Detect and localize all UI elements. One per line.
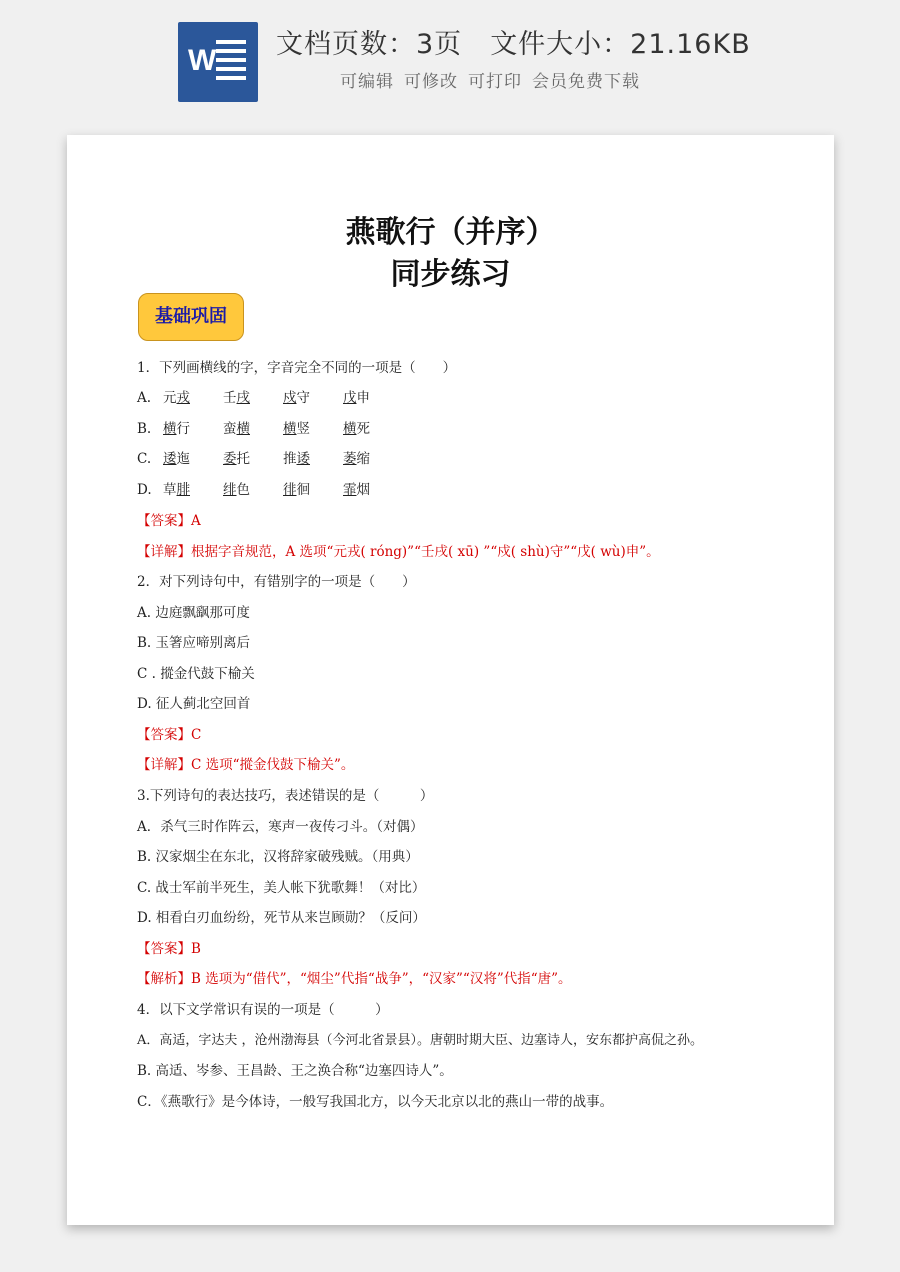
option-word xyxy=(223,447,283,467)
underlined-char: 横 xyxy=(236,421,250,437)
word-char: 竖 xyxy=(296,421,310,437)
question-2-option-b: B. 玉箸应啼别离后 xyxy=(137,635,251,651)
question-2-stem: 2．对下列诗句中，有错别字的一项是（ ） xyxy=(137,574,416,590)
word-char: 申 xyxy=(356,390,370,406)
question-3-option-c: C. 战士军前半死生，美人帐下犹歌舞！（对比） xyxy=(137,880,426,896)
word-char: 元 xyxy=(163,390,177,406)
option-label: A. xyxy=(137,390,152,406)
word-char: 推 xyxy=(283,451,297,467)
question-2-option-a: A. 边庭飘飖那可度 xyxy=(137,605,250,621)
question-3-stem: 3.下列诗句的表达技巧，表述错误的是（ ） xyxy=(137,788,434,804)
feature-list xyxy=(340,67,640,92)
option-word xyxy=(343,386,403,406)
question-1-option-b xyxy=(137,417,403,437)
option-word xyxy=(163,386,223,406)
question-3-option-a: A．杀气三时作阵云，寒声一夜传刁斗。（对偶） xyxy=(137,819,424,835)
question-3-answer: 【答案】B xyxy=(137,941,201,957)
section-badge: 基础巩固 xyxy=(138,293,244,341)
underlined-char: 徘 xyxy=(283,482,297,498)
feature-item: 可修改 xyxy=(404,72,458,92)
word-char: 壬 xyxy=(223,390,237,406)
option-word xyxy=(283,447,343,467)
word-char: 草 xyxy=(163,482,177,498)
feature-item: 可打印 xyxy=(468,72,522,92)
word-document-icon: W xyxy=(178,22,258,102)
feature-item: 会员免费下载 xyxy=(532,72,640,92)
file-size: 文件大小：21.16KB xyxy=(490,29,751,60)
underlined-char: 绯 xyxy=(223,482,237,498)
underlined-char: 逶 xyxy=(163,451,177,467)
underlined-char: 戎 xyxy=(176,390,190,406)
word-char: 守 xyxy=(296,390,310,406)
page-count: 文档页数：3页 xyxy=(276,29,463,60)
file-info xyxy=(276,22,751,61)
question-4-option-a: A．高适，字达夫 ，沧州渤海县（今河北省景县）。唐朝时期大臣、边塞诗人，安东都护高侃之孙。 xyxy=(137,1033,704,1048)
option-word xyxy=(223,478,283,498)
word-char: 徊 xyxy=(296,482,310,498)
option-word xyxy=(283,386,343,406)
option-word xyxy=(283,417,343,437)
word-char: 行 xyxy=(176,421,190,437)
word-char: 蛮 xyxy=(223,421,237,437)
question-3-option-d: D. 相看白刃血纷纷，死节从来岂顾勋？（反问） xyxy=(137,910,426,926)
question-4-option-b: B. 高适、岑参、王昌龄、王之涣合称“边塞四诗人”。 xyxy=(137,1063,453,1079)
question-2-option-c: C . 摐金代鼓下榆关 xyxy=(137,666,255,682)
underlined-char: 委 xyxy=(223,451,237,467)
underlined-char: 戍 xyxy=(283,390,297,406)
option-label: B. xyxy=(137,421,152,437)
underlined-char: 横 xyxy=(163,421,177,437)
option-word xyxy=(223,386,283,406)
underlined-char: 横 xyxy=(343,421,357,437)
underlined-char: 诿 xyxy=(296,451,310,467)
option-label: C. xyxy=(137,451,152,467)
document-title: 燕歌行（并序） xyxy=(345,215,556,250)
option-word xyxy=(343,478,403,498)
underlined-char: 腓 xyxy=(176,482,190,498)
word-char: 缩 xyxy=(356,451,370,467)
word-char: 迤 xyxy=(176,451,190,467)
question-1-option-d xyxy=(137,478,403,498)
option-word xyxy=(343,417,403,437)
question-1-option-c xyxy=(137,447,403,467)
question-4-stem: 4．以下文学常识有误的一项是（ ） xyxy=(137,1002,389,1018)
feature-item: 可编辑 xyxy=(340,72,394,92)
question-3-option-b: B. 汉家烟尘在东北，汉将辞家破残贼。（用典） xyxy=(137,849,419,865)
question-2-answer: 【答案】C xyxy=(137,727,202,743)
document-page xyxy=(67,135,834,1225)
underlined-char: 戌 xyxy=(236,390,250,406)
option-word xyxy=(163,417,223,437)
question-2-option-d: D. 征人蓟北空回首 xyxy=(137,696,251,712)
question-3-detail: 【解析】B 选项为“借代”，“烟尘”代指“战争”，“汉家”“汉将”代指“唐”。 xyxy=(137,971,572,987)
word-char: 烟 xyxy=(356,482,370,498)
document-subtitle: 同步练习 xyxy=(390,257,511,292)
option-word xyxy=(223,417,283,437)
question-1-option-a xyxy=(137,386,403,406)
question-1-detail: 【详解】根据字音规范，A 选项“元戎( róng)”“壬戌( xū) ”“戍( shù)守”“戊( wù)申”。 xyxy=(137,544,660,560)
option-label: D. xyxy=(137,482,152,498)
underlined-char: 戊 xyxy=(343,390,357,406)
option-word xyxy=(163,478,223,498)
option-word xyxy=(283,478,343,498)
underlined-char: 横 xyxy=(283,421,297,437)
question-1-stem: 1．下列画横线的字，字音完全不同的一项是（ ） xyxy=(137,360,457,376)
option-word xyxy=(163,447,223,467)
question-4-option-c: C．《燕歌行》是今体诗，一般写我国北方，以今天北京以北的燕山一带的战事。 xyxy=(137,1094,614,1110)
header xyxy=(0,0,900,130)
question-1-answer: 【答案】A xyxy=(137,513,201,529)
question-2-detail: 【详解】C 选项“摐金伐鼓下榆关”。 xyxy=(137,757,355,773)
underlined-char: 萎 xyxy=(343,451,357,467)
word-char: 色 xyxy=(236,482,250,498)
word-char: 死 xyxy=(356,421,370,437)
word-char: 托 xyxy=(236,451,250,467)
underlined-char: 霏 xyxy=(343,482,357,498)
option-word xyxy=(343,447,403,467)
